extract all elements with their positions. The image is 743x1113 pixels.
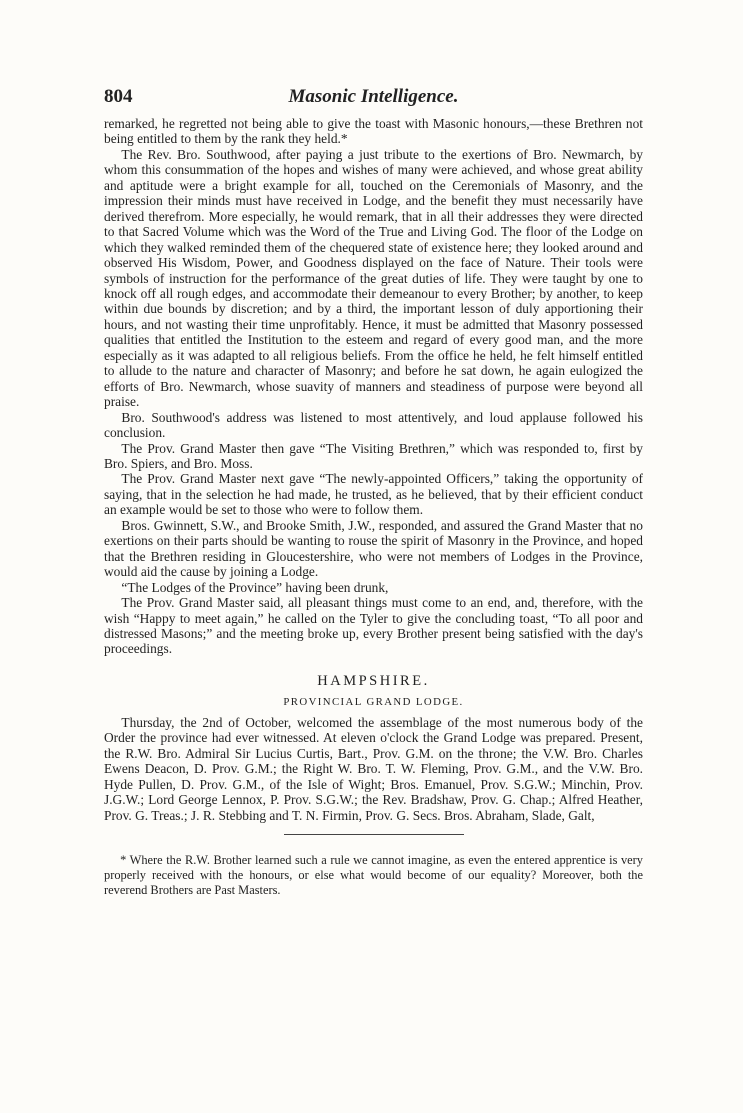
paragraph: Bro. Southwood's address was listened to most attentively, and loud applause followed his conclusion. [104,409,643,441]
footnote [104,853,643,898]
page-number: 804 [104,86,133,107]
paragraph: The Prov. Grand Master next gave “The newly-appointed Officers,” taking the opportunity of saying, that in the selection he had made, he trusted, as he believed, that by their efficient conduct an example would be set to those who were to follow them. [104,471,643,518]
paragraph: Thursday, the 2nd of October, welcomed the assemblage of the most numerous body of the Order the province had ever witnessed. At eleven o'clock the Grand Lodge was prepared. Present, the R.W. Bro. Admiral Sir Lucius Curtis, Bart., Prov. G.M. on the throne; the V.W. Bro. Charles Ewens Deacon, D. Prov. G.M.; the Right W. Bro. T. W. Fleming, Prov. G.M., and the V.W. Bro. Hyde Pullen, D. Prov. G.M., of the Isle of Wight; Bros. Emanuel, Prov. S.G.W.; Minchin, Prov. J.G.W.; Lord George Lennox, P. Prov. S.G.W.; the Rev. Bradshaw, Prov. G. Chap.; Alfred Heather, Prov. G. Treas.; J. R. Stebbing and T. N. Firmin, Prov. G. Secs. Bros. Abraham, Slade, Galt, [104,714,643,823]
footnote-divider [284,834,464,835]
paragraph: “The Lodges of the Province” having been drunk, [121,579,389,595]
paragraph: Bros. Gwinnett, S.W., and Brooke Smith, J.W., responded, and assured the Grand Master that no exertions on their parts should be wanting to rouse the spirit of Masonry in the Province, and hoped that the Brethren residing in Gloucestershire, who were not members of Lodges in the Province, would aid the cause by joining a Lodge. [104,517,643,580]
paragraph: remarked, he regretted not being able to give the toast with Masonic honours,—these Brethren not being entitled to them by the rank they held.* [104,116,643,147]
paragraph: The Rev. Bro. Southwood, after paying a just tribute to the exertions of Bro. Newmarch, by whom this consummation of the hopes and wishes of many were achieved, and whose great ability and aptitude were a bright example for all, touched on the Ceremonials of Masonry, and the impression their minds must have received in Lodge, and the benefit they must necessarily have derived therefrom. More especially, he would remark, that in all their addresses they were directed to that Sacred Volume which was the Word of the True and Living God. The floor of the Lodge on which they walked reminded them of the chequered state of existence here; they looked around and observed His Wisdom, Power, and Goodness displayed on the face of Nature. Their tools were symbols of instruction for the performance of the great duties of life. They were taught by one to knock off all rough edges, and accommodate their demeanour to every Brother; by another, to keep within due bounds by discretion; and by a third, the important lesson of duly apportioning their hours, and not wasting their time unprofitably. Hence, it must be admitted that Masonry possessed qualities that entitled the Institution to the esteem and regard of every good man, and the more especially as it was adapted to all religious beliefs. From the office he held, he felt himself entitled to allude to the nature and character of Masonry; and before he sat down, he again eulogized the efforts of Bro. Newmarch, whose suavity of manners and steadiness of purpose were beyond all praise. [104,146,643,410]
paragraph: The Prov. Grand Master said, all pleasant things must come to an end, and, therefore, with the wish “Happy to meet again,” he called on the Tyler to give the concluding toast, “To all poor and distressed Masons;” and the meeting broke up, every Brother present being satisfied with the day's proceedings. [104,595,643,657]
page-header [104,86,643,116]
footnote-text: * Where the R.W. Brother learned such a rule we cannot imagine, as even the entered apprentice is very properly received with the honours, or else what would become of our equality? Moreover, both the reverend Brothers are Past Masters. [104,853,643,898]
section-heading: HAMPSHIRE. [317,672,430,689]
running-title: Masonic Intelligence. [288,86,459,107]
section-subheading: PROVINCIAL GRAND LODGE. [283,695,464,708]
paragraph: The Prov. Grand Master then gave “The Visiting Brethren,” which was responded to, first by Bro. Spiers, and Bro. Moss. [104,440,643,471]
article-body [104,116,643,823]
